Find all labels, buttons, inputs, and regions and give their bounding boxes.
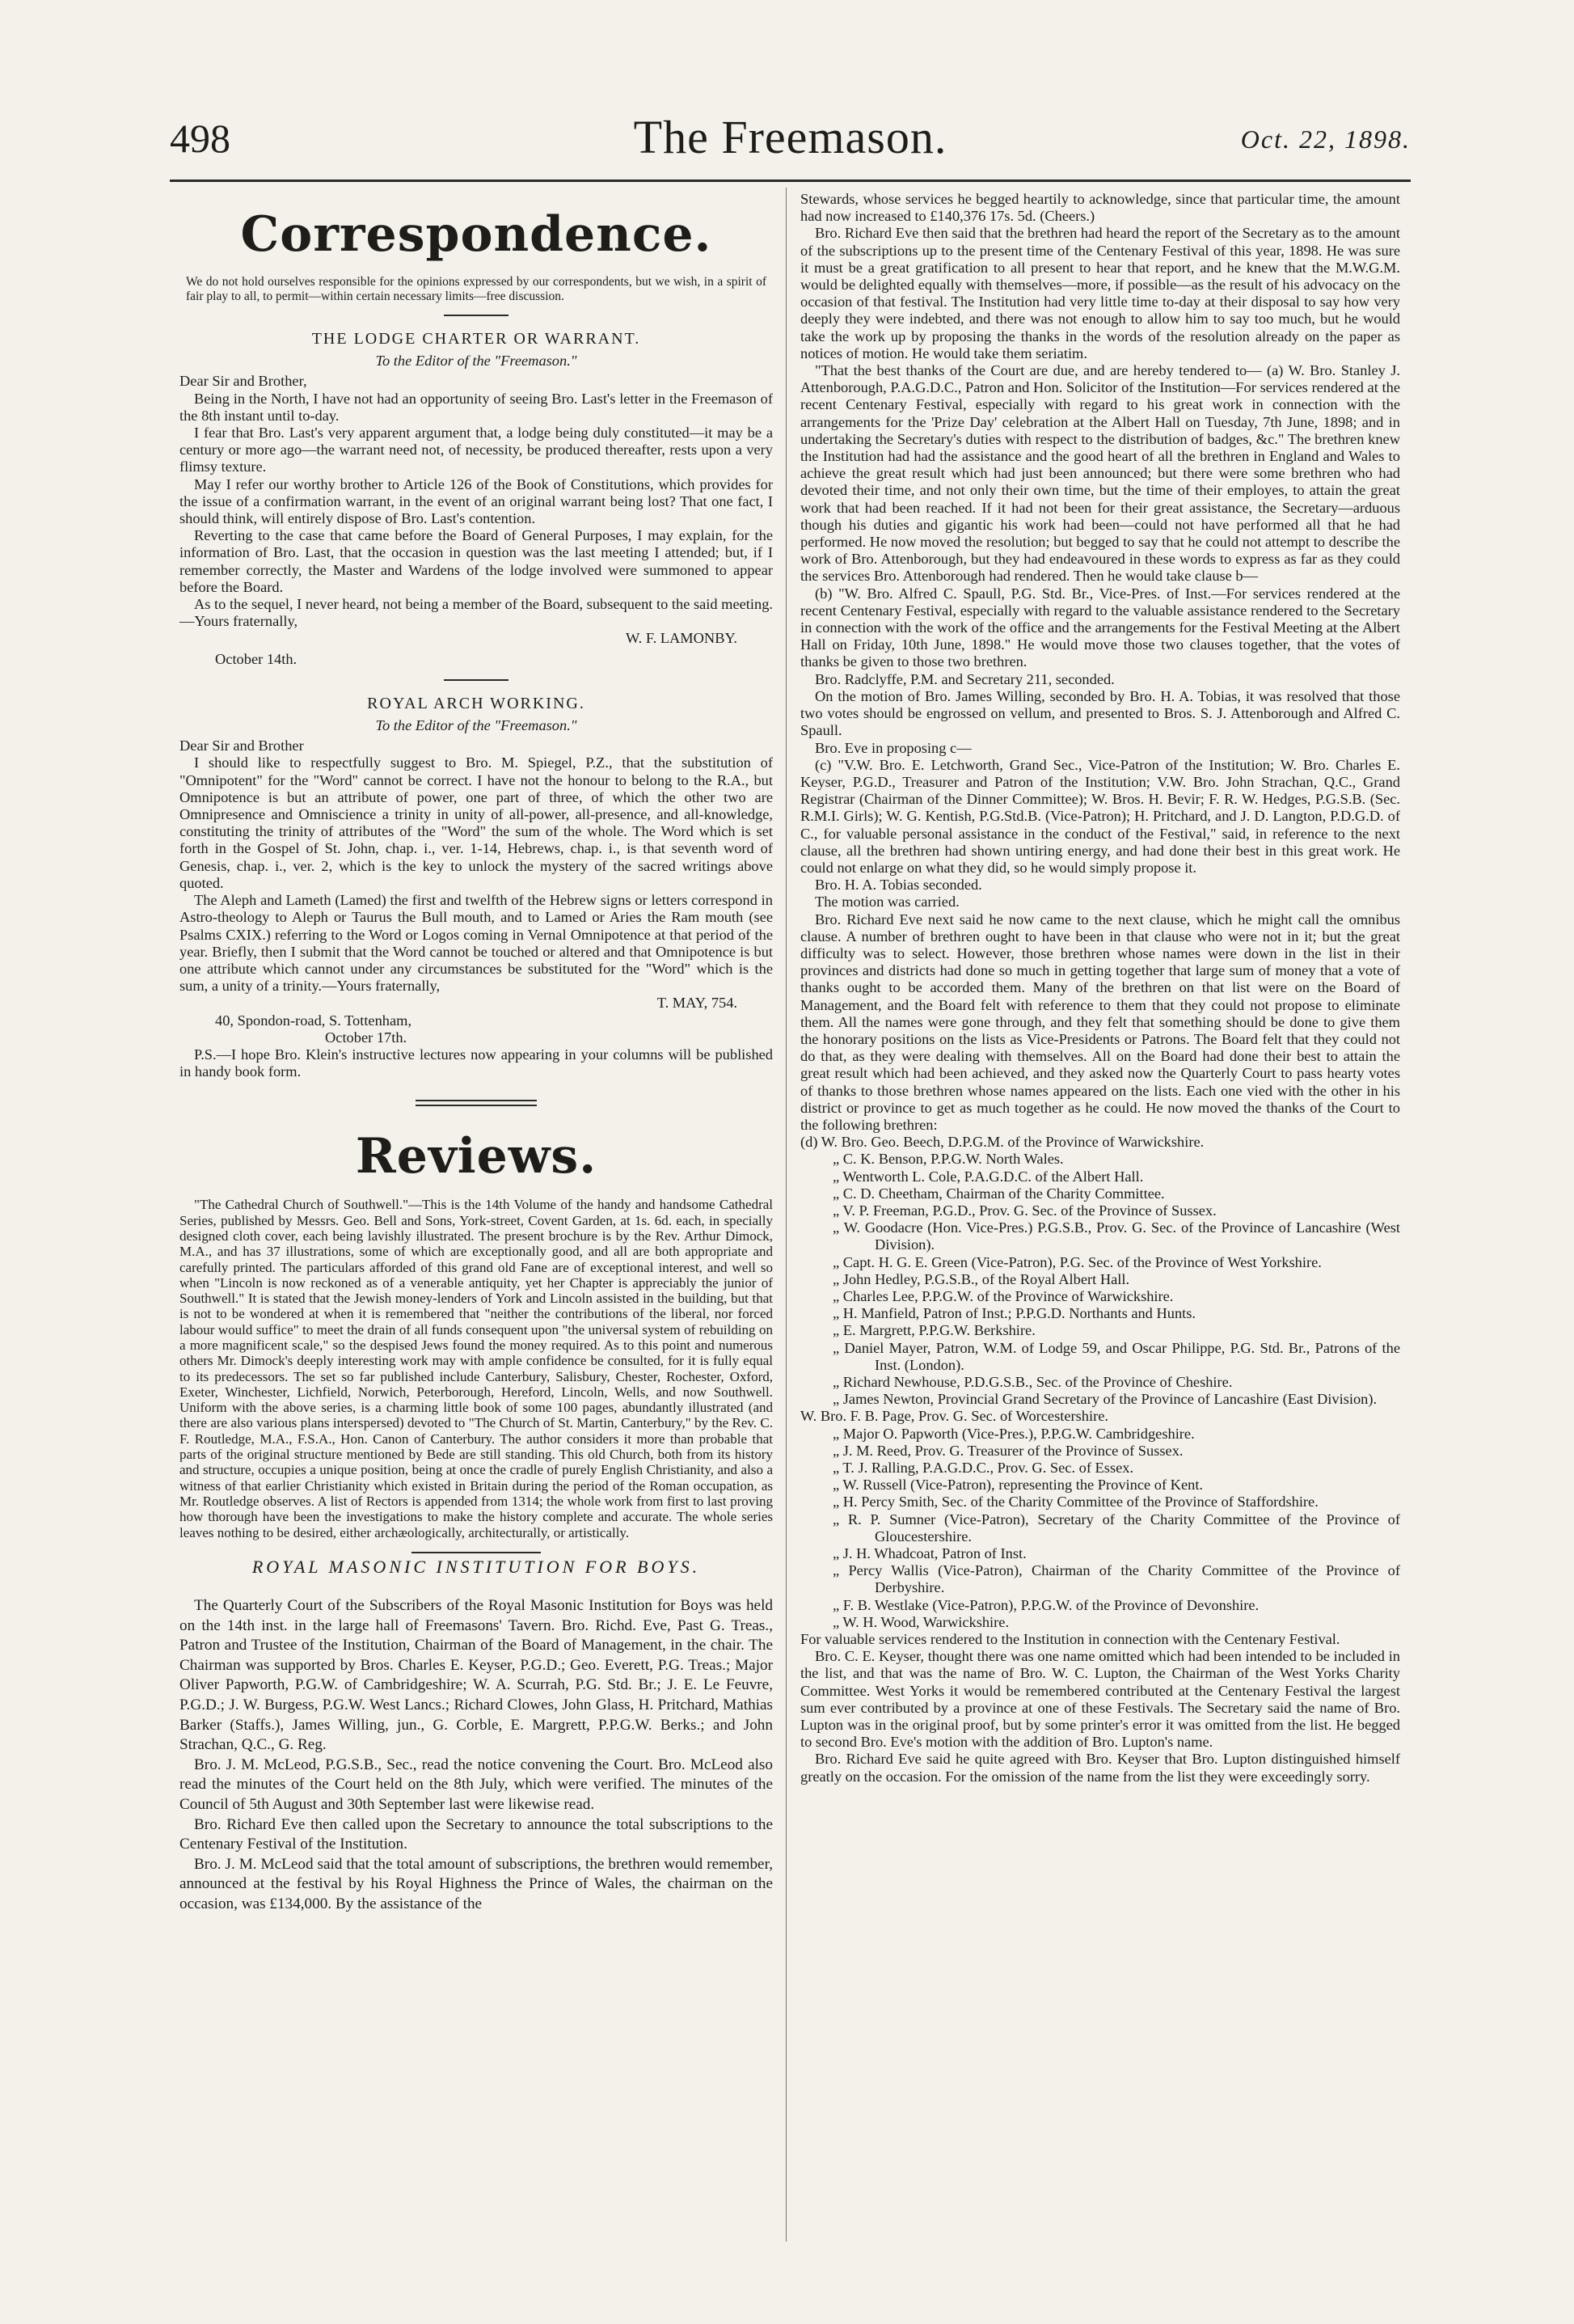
paragraph: As to the sequel, I never heard, not being a member of the Board, subsequent to the said meeting.—Yours fraternally, [179, 596, 774, 630]
list-item: „ R. P. Sumner (Vice-Patron), Secretary of the Charity Committee of the Province of Gloucestershire. [833, 1511, 1400, 1544]
postscript: P.S.—I hope Bro. Klein's instructive lectures now appearing in your columns will be published in handy book form. [179, 1046, 773, 1080]
paragraph: I fear that Bro. Last's very apparent argument that, a lodge being duly constituted—it may be a century or more ago—the warrant need not, of necessity, be produced thereafter, rests upon a very flimsy texture. [179, 425, 773, 475]
paragraph: Being in the North, I have not had an opportunity of seeing Bro. Last's letter in the Freemason of the 8th instant until to-day. [179, 390, 773, 424]
paragraph: Bro. Richard Eve next said he now came to the next clause, which he might call the omnibus clause. A number of brethren ought to have been in that clause who were not in it; but the great difficulty was to select. However, those brethren whose names were down in the list in their provinces and districts had done so much in getting together that large sum of money that a vote of thanks ought to be accorded them. Many of the brethren on that list were on the Board of Management, and the Board felt with reference to them that they could not propose to eliminate them. All the names were gone through, and they felt that something should be done to give them the honorary positions on the lists as Vice-Presidents or Patrons. The Board felt that they could not do that, as they were dealing with themselves. All on the Board had done their best to attain the great result which had been achieved, and they asked now the Quarterly Court to pass hearty votes of thanks to those brethren whose names appeared on the lists. Each one vied with the other in his district or province to get as much together as he could. He now moved the thanks of the Court to the following brethren: [800, 911, 1400, 1133]
list-item: (d) W. Bro. Geo. Beech, D.P.G.M. of the Province of Warwickshire. [800, 1134, 1205, 1151]
paragraph: Bro. Richard Eve then said that the brethren had heard the report of the Secretary as to the amount of the subscriptions up to the present time of the Centenary Festival of this year, 1898. He was sure it must be a great gratification to all present to hear that report, and he knew that the M.W.G.M. would be delighted equally with themselves—more, if possible—as the result of his advocacy on the occasion of that festival. The Institution had very little time to-day at their disposal to say how very deeply they were indebted, and there was not enough to allow him to say too much, but he would take the work up by proposing the thanks in the words of the resolution already on the paper as notices of motion. He would take them seriatim. [800, 225, 1400, 361]
letter-date: October 14th. [215, 650, 297, 667]
paragraph: Bro. Richard Eve then called upon the Secretary to announce the total subscriptions to the Centenary Festival of the Institution. [179, 1815, 773, 1853]
paragraph: "That the best thanks of the Court are due, and are hereby tendered to— (a) W. Bro. Stanley J. Attenborough, P.A.G.D.C., Patron and Hon. Solicitor of the Institution—For services rendered at the recent Centenary Festival, especially with regard to his great work in connection with the arrangements for the 'Prize Day' celebration at the Albert Hall on Tuesday, 7th June, 1898; and in undertaking the Secretary's duties with respect to the distribution of badges, &c." The brethren knew the Institution had had the assistance and the good heart of all the brethren in England and Wales to achieve the great result which had just been announced; but there were some brethren who had devoted their time, and not only their own time, but the time of their employes, to attain the great work that had been reached. If it had not been for their great assistance, the Secretary—arduous though his duties and gigantic his work had been—could not have performed all that he had performed. He now moved the resolution; but begged to say that he could not attempt to describe the work of Bro. Attenborough, but they had endeavoured in these words to express as far as they could the services Bro. Attenborough had rendered. Then he would take clause b— [800, 362, 1400, 585]
page-number: 498 [170, 116, 230, 161]
thanks-list-d [800, 1134, 1400, 1408]
paragraph: The motion was carried. [815, 894, 960, 911]
thanks-list-w [800, 1408, 1400, 1631]
paragraph: Bro. C. E. Keyser, thought there was one name omitted which had been intended to be included in the list, and that was the name of Bro. W. C. Lupton, the Chairman of the West Yorks Charity Committee. West Yorks it would be remembered contributed at the Centenary Festival the largest sum ever contributed by a province at one of these Festivals. The Secretary said the name of Bro. Lupton was in the original proof, but by some printer's error it was omitted from the list. He begged to second Bro. Eve's motion with the addition of Bro. Lupton's name. [800, 1648, 1400, 1751]
editorial-disclaimer: We do not hold ourselves responsible for the opinions expressed by our correspondents, but we wish, in a spirit of fair play to all, to permit—within certain necessary limits—free discussion. [186, 275, 766, 303]
paragraph: Bro. Richard Eve said he quite agreed with Bro. Keyser that Bro. Lupton distinguished himself greatly on the occasion. For the omission of the name from the list they were exceedingly sorry. [800, 1751, 1400, 1785]
list-item: „ T. J. Ralling, P.A.G.D.C., Prov. G. Sec. of Essex. [833, 1460, 1134, 1477]
left-column [179, 191, 773, 1915]
list-item: „ J. M. Reed, Prov. G. Treasurer of the Province of Sussex. [833, 1442, 1184, 1459]
letter-lodge-charter [179, 331, 773, 668]
list-item: „ Daniel Mayer, Patron, W.M. of Lodge 59, and Oscar Philippe, P.G. Std. Br., Patrons of the Inst. (London). [833, 1339, 1400, 1373]
paragraph: The Quarterly Court of the Subscribers of the Royal Masonic Institution for Boys was held on the 14th inst. in the large hall of Freemasons' Tavern. Bro. Richd. Eve, Past G. Treas., Patron and Trustee of the Institution, Chairman of the Board of Management, in the chair. The Chairman was supported by Bros. Charles E. Keyser, P.G.D.; Geo. Everett, P.G. Treas.; Major Oliver Papworth, P.G.W. of Cambridgeshire; W. A. Scurrah, P.G. Std. Br.; J. E. Le Feuvre, P.G.D.; J. W. Burgess, P.G.W. West Lancs.; Richard Clowes, John Glass, H. Pritchard, Mathias Barker (Staffs.), James Willing, jun., G. Corble, E. Margrett, P.P.G.W. Berks.; and John Strachan, Q.C., G. Reg. [179, 1597, 773, 1754]
list-item: „ E. Margrett, P.P.G.W. Berkshire. [833, 1322, 1036, 1339]
paragraph: Bro. J. M. McLeod, P.G.S.B., Sec., read the notice convening the Court. Bro. McLeod also read the minutes of the Court held on the 8th July, which were verified. The minutes of the Council of 5th August and 30th September last were likewise read. [179, 1756, 773, 1813]
list-item: „ Charles Lee, P.P.G.W. of the Province of Warwickshire. [833, 1288, 1174, 1304]
list-item: „ Richard Newhouse, P.D.G.S.B., Sec. of the Province of Cheshire. [833, 1374, 1233, 1391]
list-item: „ James Newton, Provincial Grand Secretary of the Province of Lancashire (East Division). [833, 1391, 1378, 1408]
newspaper-title: The Freemason. [633, 111, 947, 163]
masthead-rule [170, 180, 1411, 182]
list-item: „ F. B. Westlake (Vice-Patron), P.P.G.W. of the Province of Devonshire. [833, 1596, 1260, 1613]
list-item: „ Capt. H. G. E. Green (Vice-Patron), P.G. Sec. of the Province of West Yorkshire. [833, 1253, 1322, 1270]
letter-date: October 17th. [325, 1029, 407, 1046]
salutation: Dear Sir and Brother [179, 737, 304, 754]
list-item: „ C. K. Benson, P.P.G.W. North Wales. [833, 1151, 1064, 1168]
signature: T. MAY, 754. [656, 995, 737, 1012]
list-item: „ H. Percy Smith, Sec. of the Charity Committee of the Province of Staffordshire. [833, 1494, 1319, 1511]
divider [411, 1552, 541, 1553]
article-title: ROYAL ARCH WORKING. [367, 694, 585, 712]
letter-royal-arch [179, 695, 773, 1080]
list-item: „ John Hedley, P.G.S.B., of the Royal Albert Hall. [833, 1270, 1130, 1287]
paragraph: (c) "V.W. Bro. E. Letchworth, Grand Sec., Vice-Patron of the Institution; W. Bro. Charles E. Keyser, P.G.D., Treasurer and Patron of the Institution; V.W. Bro. John Strachan, Q.C., Grand Registrar (Chairman of the Dinner Committee); W. Bros. H. Bevir; F. R. W. Hedges, P.G.S.B. (Sec. R.M.I. Girls); W. G. Kentish, P.G.Std.B. (Vice-Patron); H. Pritchard, and J. D. Langton, P.D.G.D. of C., for valuable personal assistance in the conduct of the Festival," said, in reference to the next clause, all the brethren had shown untiring energy, and had done their best in this great work. He could not enlarge on what they did, so he would simply propose it. [800, 756, 1400, 876]
list-item: W. Bro. F. B. Page, Prov. G. Sec. of Worcestershire. [800, 1408, 1108, 1425]
paragraph: Bro. H. A. Tobias seconded. [815, 877, 982, 894]
paragraph: For valuable services rendered to the Institution in connection with the Centenary Festival. [800, 1631, 1340, 1648]
paragraph: On the motion of Bro. James Willing, seconded by Bro. H. A. Tobias, it was resolved that those two votes should be engrossed on vellum, and presented to Bros. S. J. Attenborough and Alfred C. Spaull. [800, 687, 1400, 739]
list-item: „ H. Manfield, Patron of Inst.; P.P.G.D. Northants and Hunts. [833, 1305, 1196, 1322]
column-divider [786, 188, 787, 2242]
paragraph: Bro. J. M. McLeod said that the total amount of subscriptions, the brethren would remember, announced at the festival by his Royal Highness the Prince of Wales, the chairman on the occasion, was £134,000. By the assistance of the [179, 1855, 773, 1912]
list-item: „ Percy Wallis (Vice-Patron), Chairman of the Charity Committee of the Province of Derbyshire. [833, 1562, 1400, 1596]
review-text: "The Cathedral Church of Southwell."—This is the 14th Volume of the handy and handsome Cathedral Series, published by Messrs. Geo. Bell and Sons, York-street, Covent Garden, at 1s. 6d. each, in specially designed cloth cover, each being lavishly illustrated. The present brochure is by the Rev. Arthur Dimock, M.A., and has 37 illustrations, some of which are exceptionally good, and all are both appropriate and carefully printed. The particulars afforded of this grand old Fane are of exceptional interest, and well so when "Lincoln is now reckoned as of a venerable antiquity, yet her Chapter is appreciably the junior of Southwell." It is stated that the Jewish money-lenders of York and Lincoln assisted in the building, but that is not to be wondered at when it is remembered that "neither the contributions of the liberal, nor forced labour would suffice" to meet the drain of all funds consequent upon "the universal system of rebuilding on a more magnificent scale," so the despised Jews found the money required. As to this point and numerous others Mr. Dimock's deeply interesting work may with ample confidence be consulted, for it is fully equal to its predecessors. The set so far published include Canterbury, Salisbury, Chester, Rochester, Oxford, Exeter, Winchester, Lichfield, Norwich, Peterborough, Hereford, Lincoln, Wells, and now Southwell. Uniform with the above series, is a charming little book of some 100 pages, abundantly illustrated (and there are also various plans interspersed) devoted to "The Church of St. Martin, Canterbury," by the Rev. C. F. Routledge, M.A., F.S.A., Hon. Canon of Canterbury. The author considers it more than probable that parts of the original structure mentioned by Bede are still standing. This old Church, both from its history and structure, occupies a unique position, being at once the cradle of purely English Christianity, and also a witness of that earlier Christianity which existed in Britain during the period of the Roman occupation, as Mr. Routledge observes. A list of Rectors is appended from 1314; the whole work from first to last proving how thorough have been the investigations to make the history complete and accurate. The whole series leaves nothing to be desired, either archæologically, architecturally, or artistically. [179, 1197, 773, 1540]
paragraph: (b) "W. Bro. Alfred C. Spaull, P.G. Std. Br., Vice-Pres. of Inst.—For services rendered at the recent Centenary Festival, especially with regard to the valuable assistance rendered to the Secretary in connection with the work of the office and the arrangements for the Festival Meeting at the Albert Hall on Friday, 10th June, 1898." He would move those two clauses together, that the votes of thanks be given to those two brethren. [800, 585, 1400, 670]
paragraph: May I refer our worthy brother to Article 126 of the Book of Constitutions, which provides for the issue of a confirmation warrant, in the event of an original warrant being lost? That one fact, I should think, will entirely dispose of Bro. Last's contention. [179, 475, 773, 527]
list-item: „ V. P. Freeman, P.G.D., Prov. G. Sec. of the Province of Sussex. [833, 1202, 1217, 1219]
masthead [170, 105, 1411, 178]
right-column [800, 191, 1400, 1785]
issue-date: Oct. 22, 1898. [1240, 125, 1411, 154]
list-item: „ Major O. Papworth (Vice-Pres.), P.P.G.W. Cambridgeshire. [833, 1425, 1195, 1442]
list-item: „ Wentworth L. Cole, P.A.G.D.C. of the Albert Hall. [833, 1168, 1144, 1185]
to-editor-line: To the Editor of the "Freemason." [375, 717, 577, 734]
double-divider [416, 1100, 537, 1106]
list-item: „ C. D. Cheetham, Chairman of the Charity Committee. [833, 1185, 1165, 1202]
article-title: THE LODGE CHARTER OR WARRANT. [311, 330, 641, 348]
paragraph: The Aleph and Lameth (Lamed) the first and twelfth of the Hebrew signs or letters correspond in Astro-theology to Aleph or Taurus the Bull mouth, and to Lamed or Aries the Ram mouth (see Psalms CXIX.) referring to the Word or Logos coming in Vernal Omnipotence at that period of the year. Briefly, then I submit that the Word cannot be touched or altered and that Omnipotence is but one attribute which cannot under any circumstances be substituted for the "Word" which is the sum, a unity of a trinity.—Yours fraternally, [179, 892, 773, 995]
divider [444, 679, 508, 681]
paragraph: I should like to respectfully suggest to Bro. M. Spiegel, P.Z., that the substitution of "Omnipotent" for the "Word" cannot be correct. I have not the honour to belong to the R.A., but Omnipotence is but an attribute of power, one part of three, of which the other two are Omnipresence and Omniscience a trinity in unity of all-power, all-presence, and all-knowledge, constituting the trinity of attributes of the "Word" the sum of the whole. The Word which is set forth in the Gospel of St. John, chap. i., ver. 1-14, Hebrews, chap. i., is that seventh word of Genesis, chap. i., ver. 2, which is the key to unlock the mystery of the sacred writings above quoted. [179, 754, 773, 891]
address-line: 40, Spondon-road, S. Tottenham, [215, 1012, 412, 1029]
salutation: Dear Sir and Brother, [179, 373, 307, 390]
correspondence-heading: Correspondence. [240, 206, 712, 263]
reviews-heading: Reviews. [355, 1128, 597, 1185]
paragraph: Bro. Radclyffe, P.M. and Secretary 211, seconded. [815, 670, 1115, 687]
paragraph: Bro. Eve in proposing c— [815, 739, 972, 756]
divider [444, 315, 508, 316]
rmib-heading: ROYAL MASONIC INSTITUTION FOR BOYS. [251, 1556, 701, 1577]
to-editor-line: To the Editor of the "Freemason." [375, 353, 577, 370]
signature: W. F. LAMONBY. [625, 630, 737, 647]
paragraph: Reverting to the case that came before the Board of General Purposes, I may explain, for the information of Bro. Last, that the occasion in question was the last meeting I attended; but, if I remember correctly, the Master and Wardens of the lodge involved were summoned to appear before the Board. [179, 527, 773, 595]
list-item: „ W. Goodacre (Hon. Vice-Pres.) P.G.S.B., Prov. G. Sec. of the Province of Lancashire (West Division). [833, 1219, 1400, 1253]
list-item: „ J. H. Whadcoat, Patron of Inst. [833, 1545, 1027, 1562]
paragraph: Stewards, whose services he begged heartily to acknowledge, since that particular time, the amount had now increased to £140,376 17s. 5d. (Cheers.) [800, 191, 1400, 225]
list-item: „ W. H. Wood, Warwickshire. [833, 1613, 1010, 1630]
list-item: „ W. Russell (Vice-Patron), representing the Province of Kent. [833, 1477, 1204, 1494]
